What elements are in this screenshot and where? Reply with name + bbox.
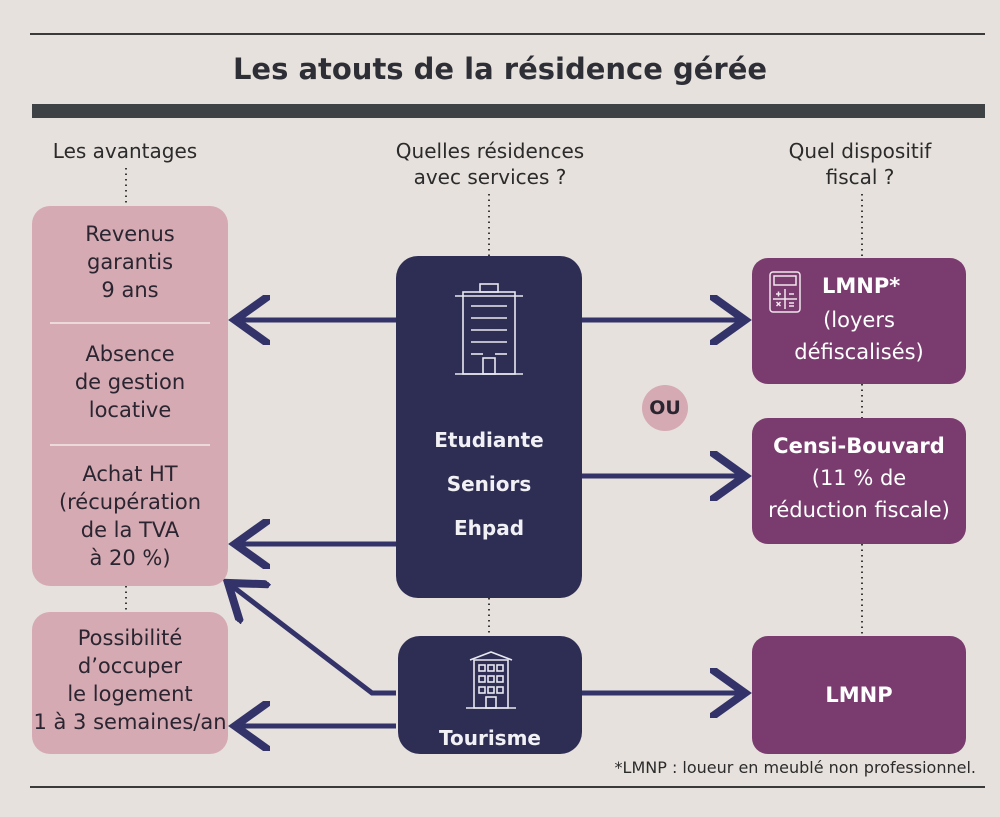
advantage-line: à 20 %) — [89, 546, 171, 570]
advantage-line: Achat HT — [82, 462, 178, 486]
column-header-residences-line1: Quelles résidences — [395, 139, 585, 163]
censi-title: Censi-Bouvard — [773, 434, 945, 458]
advantage-line: d’occuper — [77, 654, 183, 678]
advantage-line: de gestion — [74, 370, 186, 394]
lmnp-title: LMNP — [825, 683, 893, 707]
dispositif-lmnp — [752, 636, 966, 754]
lmnp-star-desc — [752, 304, 966, 368]
advantages-box — [32, 206, 228, 586]
column-header-dispositif-line2: fiscal ? — [825, 165, 895, 189]
lmnp-star-title: LMNP* — [822, 274, 901, 298]
advantage-line: Revenus — [85, 222, 175, 246]
advantage-revenus — [32, 220, 228, 304]
advantage-line: locative — [88, 398, 172, 422]
section-divider — [50, 322, 210, 324]
column-header-dispositif-line1: Quel dispositif — [788, 139, 932, 163]
column-header-advantages-text: Les avantages — [52, 139, 198, 163]
advantage-line: 9 ans — [101, 278, 159, 302]
advantage-line: de la TVA — [80, 518, 180, 542]
residence-tourisme: Tourisme — [439, 726, 541, 750]
residence-box-main — [396, 256, 582, 598]
advantage-line: garantis — [86, 250, 174, 274]
footnote: *LMNP : loueur en meublé non professionnel. — [614, 758, 976, 777]
arrow-tourisme-to-achat-ht — [232, 586, 396, 693]
residence-list — [396, 418, 582, 550]
dispositif-lmnp-star — [752, 258, 966, 384]
residence-seniors: Seniors — [446, 472, 532, 496]
residence-box-tourisme — [398, 636, 582, 754]
residence-ehpad: Ehpad — [453, 516, 525, 540]
censi-line: réduction fiscale) — [768, 498, 950, 522]
advantage-line: 1 à 3 semaines/an — [33, 710, 227, 734]
page-title: Les atouts de la résidence gérée — [232, 52, 768, 86]
advantage-achat-ht — [32, 460, 228, 572]
ou-badge: OU — [642, 385, 688, 431]
residence-etudiante: Etudiante — [434, 428, 544, 452]
building-icon — [453, 282, 525, 378]
advantage-line: (récupération — [58, 490, 202, 514]
lmnp-star-line: défiscalisés) — [794, 340, 924, 364]
section-divider — [50, 444, 210, 446]
advantage-line: Possibilité — [77, 626, 183, 650]
advantage-gestion — [32, 340, 228, 424]
hotel-icon — [464, 648, 518, 712]
lmnp-star-line: (loyers — [823, 308, 895, 332]
censi-line: (11 % de — [811, 466, 907, 490]
bottom-rule — [30, 786, 985, 788]
advantage-line: le logement — [67, 682, 193, 706]
column-header-residences-line2: avec services ? — [413, 165, 567, 189]
advantage-line: Absence — [85, 342, 175, 366]
advantage-possibilite — [32, 612, 228, 754]
dispositif-censi-bouvard — [752, 418, 966, 544]
